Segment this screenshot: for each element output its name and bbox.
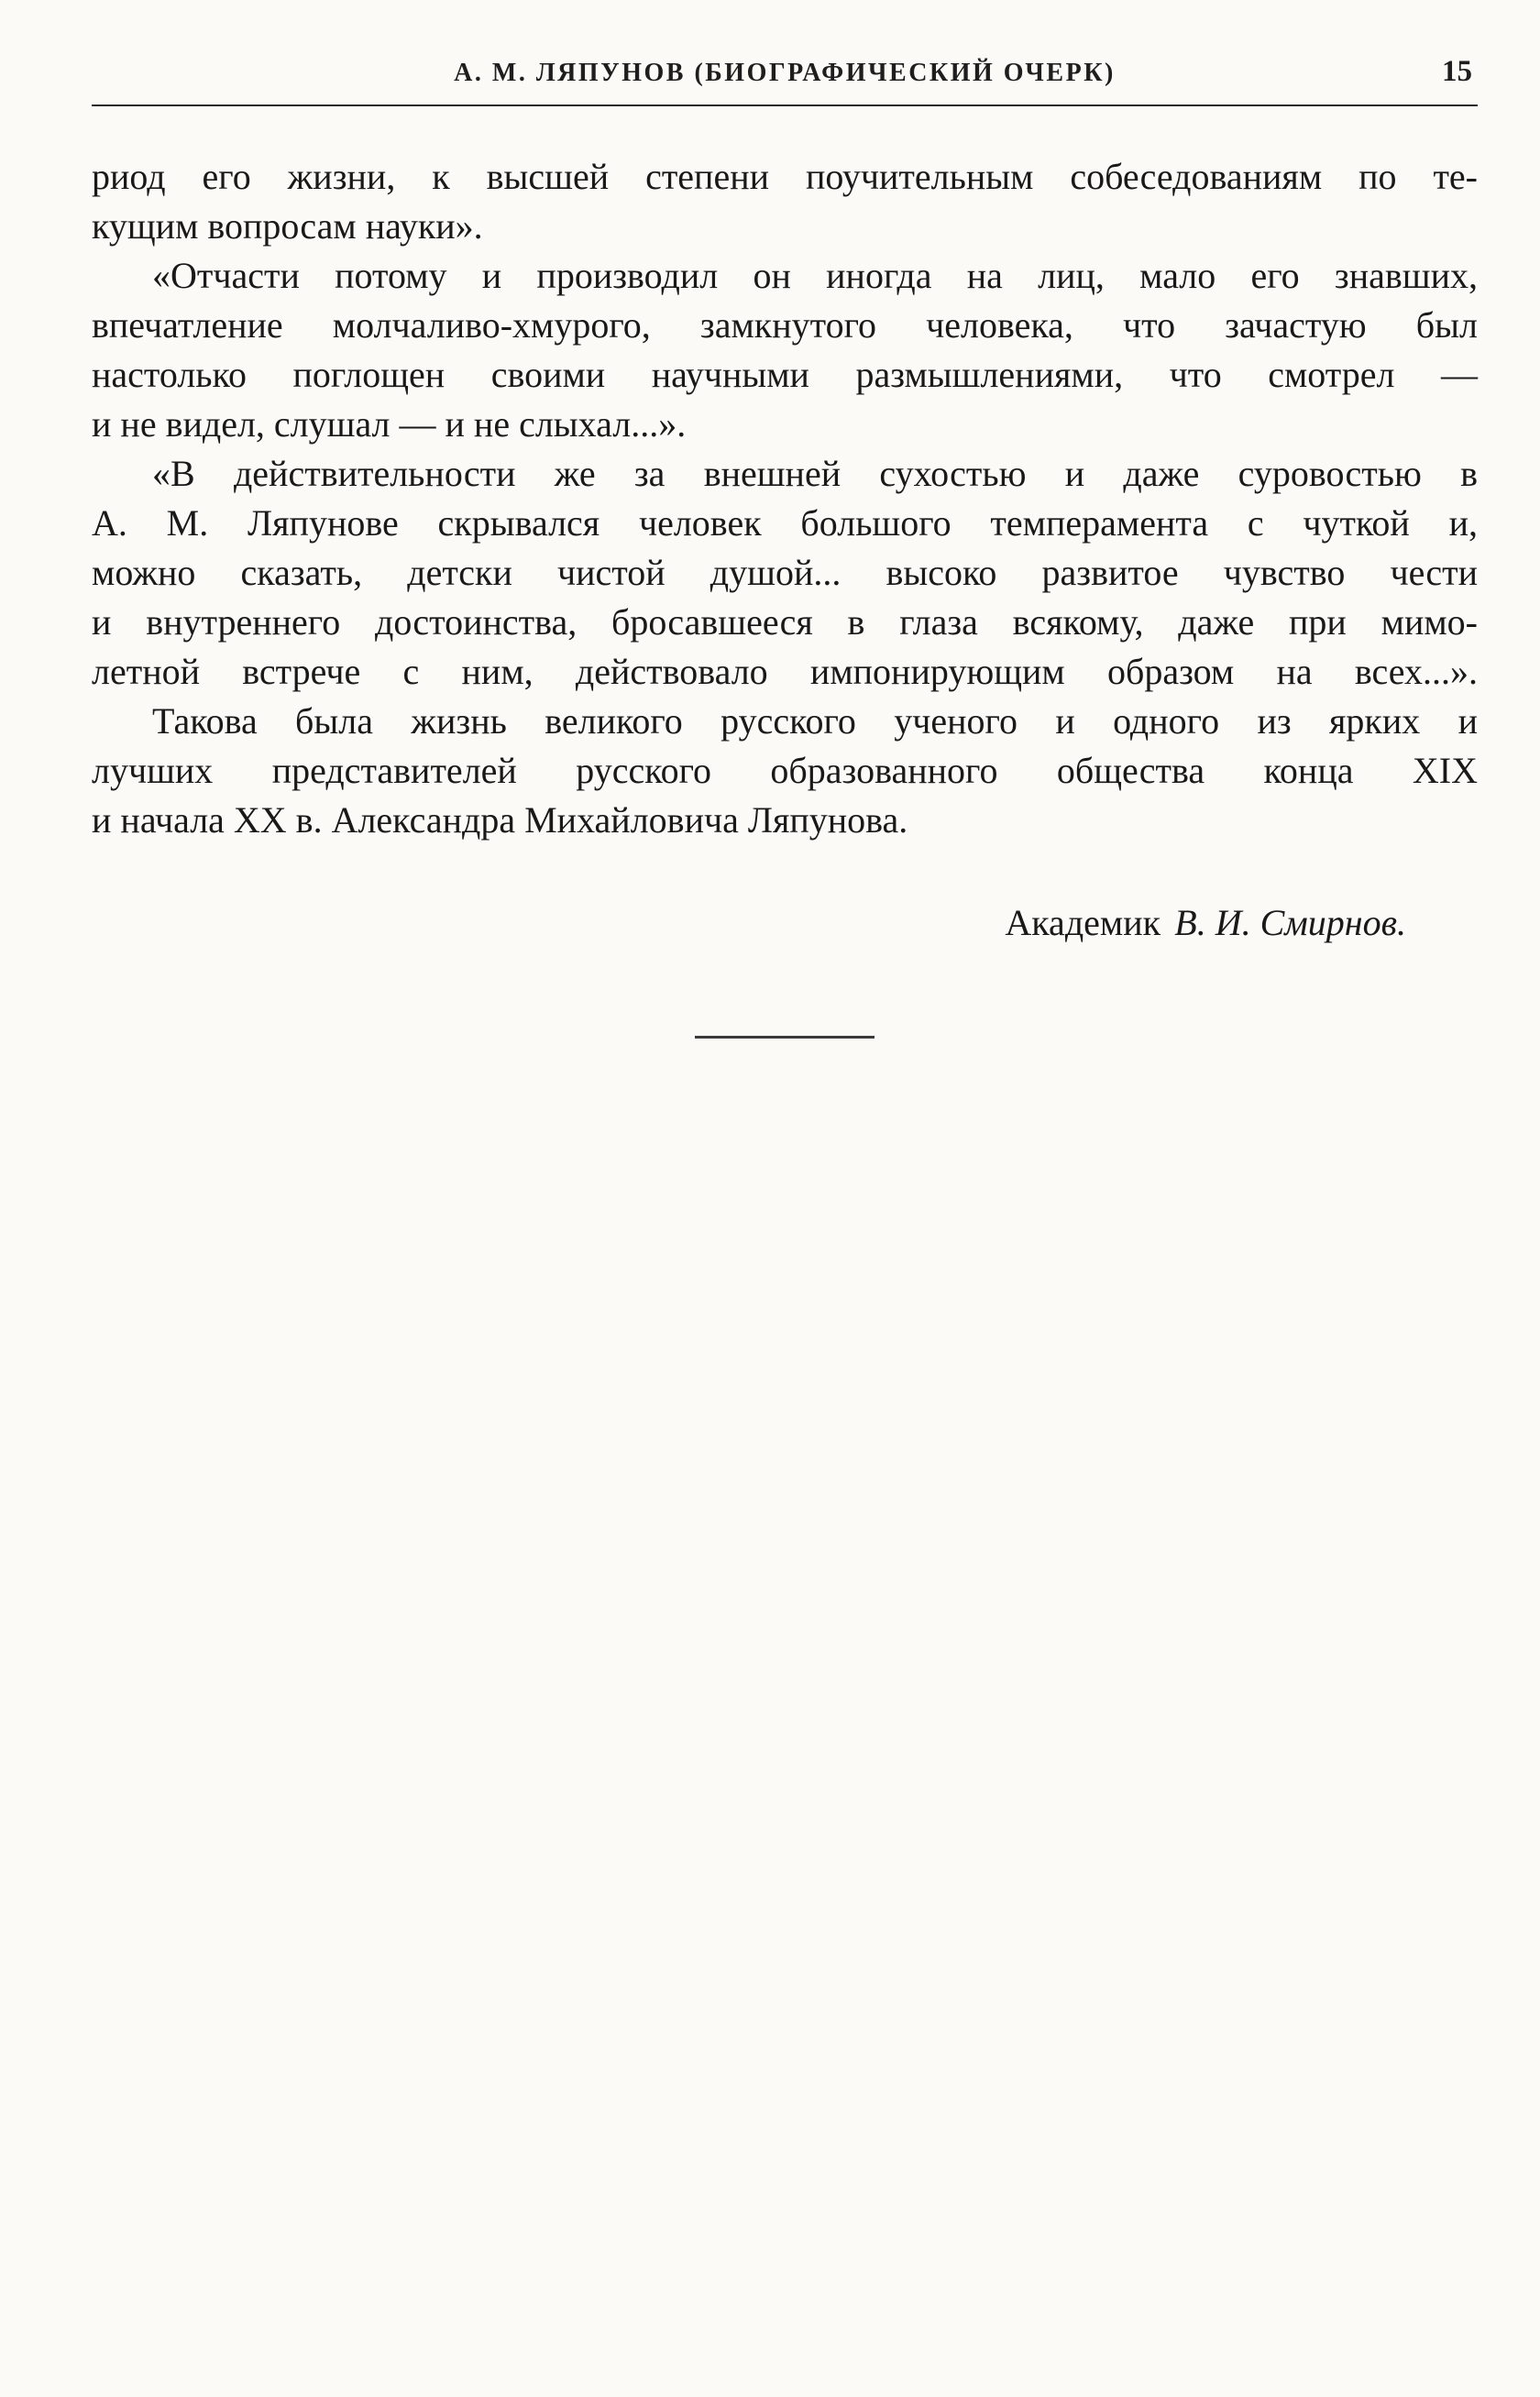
paragraph: [92, 152, 1478, 251]
text-line: риод его жизни, к высшей степени поучительным собеседованиям по те-: [92, 156, 1478, 197]
running-head-title: А. М. ЛЯПУНОВ (БИОГРАФИЧЕСКИЙ ОЧЕРК): [454, 59, 1116, 87]
text-line: кущим вопросам науки».: [92, 205, 483, 247]
paragraph: [92, 449, 1478, 697]
signature-title: Академик: [1005, 902, 1161, 943]
text-line: летной встрече с ним, действовало импонирующим образом на всех...».: [92, 651, 1478, 692]
text-line: и внутреннего достоинства, бросавшееся в глаза всякому, даже при мимо-: [92, 601, 1478, 643]
text-line: и не видел, слушал — и не слыхал...».: [92, 403, 687, 445]
text-line: можно сказать, детски чистой душой... высоко развитое чувство чести: [92, 552, 1478, 593]
text-line: «Отчасти потому и производил он иногда на лиц, мало его знавших,: [152, 255, 1478, 296]
closing-divider: [695, 1036, 874, 1039]
running-head: [92, 55, 1478, 93]
header-rule: [92, 104, 1478, 106]
text-line: впечатление молчаливо-хмурого, замкнутого человека, что зачастую был: [92, 304, 1478, 346]
body-text: [92, 152, 1478, 845]
paragraph: [92, 697, 1478, 845]
text-line: Такова была жизнь великого русского ученого и одного из ярких и: [152, 700, 1478, 742]
signature-line: [92, 898, 1478, 948]
signature-name: В. И. Смирнов.: [1174, 902, 1406, 943]
text-line: «В действительности же за внешней сухостью и даже суровостью в: [152, 453, 1478, 494]
page-number: 15: [1442, 55, 1472, 88]
text-line: А. М. Ляпунове скрывался человек большого темперамента с чуткой и,: [92, 502, 1478, 544]
text-line: настолько поглощен своими научными размышлениями, что смотрел —: [92, 354, 1478, 395]
text-line: и начала XX в. Александра Михайловича Ляпунова.: [92, 799, 908, 841]
text-line: лучших представителей русского образованного общества конца XIX: [92, 750, 1478, 791]
paragraph: [92, 251, 1478, 449]
